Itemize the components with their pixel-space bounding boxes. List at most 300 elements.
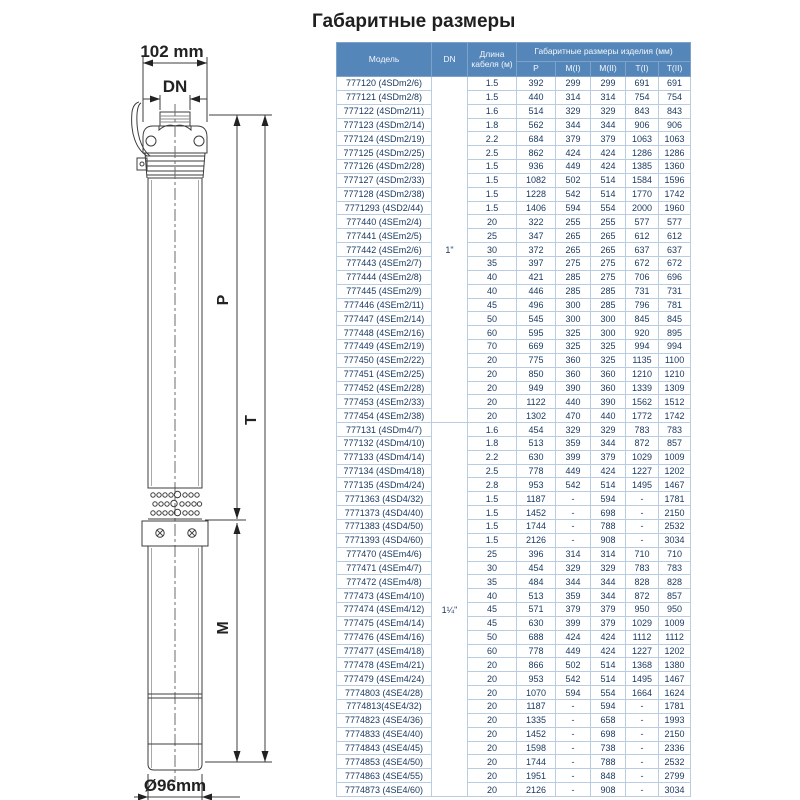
cell-model: 7771383 (4SD4/50) <box>337 520 432 534</box>
dim-102mm-label: 102 mm <box>140 42 204 61</box>
cell-m1: - <box>556 727 591 741</box>
table-row <box>337 187 691 201</box>
cell-cable: 20 <box>468 215 517 229</box>
cell-model: 777478 (4SEm4/21) <box>337 658 432 672</box>
cell-cable: 1.8 <box>468 436 517 450</box>
cell-p: 322 <box>517 215 556 229</box>
cell-t2: 828 <box>659 575 691 589</box>
cell-t1: - <box>626 727 659 741</box>
col-header-t1: T(I) <box>626 62 659 77</box>
cell-t1: 754 <box>626 90 659 104</box>
cell-t1: 706 <box>626 270 659 284</box>
cell-m2: 265 <box>591 243 626 257</box>
eyelet-hole-right <box>194 136 204 146</box>
cell-t2: 696 <box>659 270 691 284</box>
cell-m2: 344 <box>591 436 626 450</box>
table-row <box>337 533 691 547</box>
cell-t1: 1210 <box>626 367 659 381</box>
table-row <box>337 589 691 603</box>
cell-m1: - <box>556 699 591 713</box>
cell-m1: 285 <box>556 284 591 298</box>
cell-t1: 672 <box>626 256 659 270</box>
cell-p: 562 <box>517 118 556 132</box>
cell-p: 454 <box>517 561 556 575</box>
cell-m2: 594 <box>591 492 626 506</box>
cell-t2: 781 <box>659 298 691 312</box>
cell-m1: 329 <box>556 423 591 437</box>
cell-cable: 1.8 <box>468 118 517 132</box>
cell-dn: 1" <box>432 77 468 423</box>
table-row <box>337 630 691 644</box>
cell-t2: 754 <box>659 90 691 104</box>
cell-m1: 542 <box>556 672 591 686</box>
cell-m2: 424 <box>591 630 626 644</box>
cell-m1: 502 <box>556 173 591 187</box>
cell-t2: 2799 <box>659 769 691 783</box>
cell-model: 777446 (4SEm2/11) <box>337 298 432 312</box>
cell-t1: 845 <box>626 312 659 326</box>
col-header-m1: M(I) <box>556 62 591 77</box>
cell-m2: 424 <box>591 146 626 160</box>
cell-m1: 390 <box>556 381 591 395</box>
col-header-p: P <box>517 62 556 77</box>
cell-p: 936 <box>517 160 556 174</box>
cell-model: 777123 (4SDm2/14) <box>337 118 432 132</box>
cell-cable: 2.2 <box>468 450 517 464</box>
table-row <box>337 699 691 713</box>
cell-t1: - <box>626 713 659 727</box>
cell-p: 392 <box>517 77 556 91</box>
cell-t2: 1781 <box>659 699 691 713</box>
cell-m2: 514 <box>591 658 626 672</box>
cell-m2: 344 <box>591 118 626 132</box>
cell-p: 1598 <box>517 741 556 755</box>
cell-t1: 1385 <box>626 160 659 174</box>
cell-cable: 50 <box>468 312 517 326</box>
cell-m2: 275 <box>591 256 626 270</box>
table-row <box>337 547 691 561</box>
table-row <box>337 616 691 630</box>
cell-cable: 45 <box>468 616 517 630</box>
table-row <box>337 298 691 312</box>
cell-p: 513 <box>517 589 556 603</box>
cell-t2: 845 <box>659 312 691 326</box>
cell-t2: 1624 <box>659 686 691 700</box>
cell-m2: 440 <box>591 409 626 423</box>
cell-model: 777479 (4SEm4/24) <box>337 672 432 686</box>
cell-cable: 20 <box>468 367 517 381</box>
cell-p: 1452 <box>517 727 556 741</box>
cell-model: 7771373 (4SD4/40) <box>337 506 432 520</box>
cell-model: 777444 (4SEm2/8) <box>337 270 432 284</box>
cell-t2: 577 <box>659 215 691 229</box>
cell-t2: 2532 <box>659 520 691 534</box>
cell-cable: 20 <box>468 699 517 713</box>
cell-model: 777472 (4SEm4/8) <box>337 575 432 589</box>
cell-model: 777475 (4SEm4/14) <box>337 616 432 630</box>
cell-cable: 20 <box>468 755 517 769</box>
cell-model: 777124 (4SDm2/19) <box>337 132 432 146</box>
cell-t1: 612 <box>626 229 659 243</box>
cell-p: 397 <box>517 256 556 270</box>
cell-p: 1187 <box>517 492 556 506</box>
cell-t2: 691 <box>659 77 691 91</box>
cell-model: 777449 (4SEm2/19) <box>337 340 432 354</box>
cell-m1: 379 <box>556 132 591 146</box>
cell-p: 1070 <box>517 686 556 700</box>
cell-t1: 1227 <box>626 464 659 478</box>
cell-cable: 1.6 <box>468 423 517 437</box>
cell-m2: 514 <box>591 187 626 201</box>
cell-t2: 1742 <box>659 187 691 201</box>
cell-m2: 594 <box>591 699 626 713</box>
cell-model: 7774873 (4SE4/60) <box>337 783 432 797</box>
cell-p: 1187 <box>517 699 556 713</box>
cell-t1: 906 <box>626 118 659 132</box>
cell-model: 7774863 (4SE4/55) <box>337 769 432 783</box>
cell-model: 777454 (4SEm2/38) <box>337 409 432 423</box>
cell-m2: 314 <box>591 90 626 104</box>
cell-m2: 514 <box>591 173 626 187</box>
cell-p: 2126 <box>517 533 556 547</box>
cell-cable: 20 <box>468 381 517 395</box>
cell-t1: 1770 <box>626 187 659 201</box>
cell-t1: 1339 <box>626 381 659 395</box>
cell-cable: 25 <box>468 229 517 243</box>
cell-m2: 424 <box>591 160 626 174</box>
cell-t1: 1227 <box>626 644 659 658</box>
cell-p: 1335 <box>517 713 556 727</box>
table-row <box>337 270 691 284</box>
cell-m2: 788 <box>591 520 626 534</box>
col-header-m2: M(II) <box>591 62 626 77</box>
cell-t2: 1210 <box>659 367 691 381</box>
cell-t2: 994 <box>659 340 691 354</box>
cell-t1: - <box>626 520 659 534</box>
cell-m2: 314 <box>591 547 626 561</box>
intake-holes <box>151 491 202 515</box>
cell-cable: 70 <box>468 340 517 354</box>
table-row <box>337 603 691 617</box>
cell-model: 777445 (4SEm2/9) <box>337 284 432 298</box>
cell-cable: 50 <box>468 630 517 644</box>
cell-m2: 325 <box>591 353 626 367</box>
cell-cable: 20 <box>468 783 517 797</box>
table-row <box>337 741 691 755</box>
cell-m1: 424 <box>556 630 591 644</box>
cell-t1: 1368 <box>626 658 659 672</box>
cell-model: 777471 (4SEm4/7) <box>337 561 432 575</box>
cell-t2: 1009 <box>659 450 691 464</box>
cell-p: 484 <box>517 575 556 589</box>
cell-t1: 710 <box>626 547 659 561</box>
cell-p: 545 <box>517 312 556 326</box>
cell-m1: 344 <box>556 118 591 132</box>
cell-p: 630 <box>517 450 556 464</box>
cell-m1: - <box>556 520 591 534</box>
table-row <box>337 340 691 354</box>
cell-t2: 672 <box>659 256 691 270</box>
cell-cable: 40 <box>468 589 517 603</box>
cell-m1: - <box>556 769 591 783</box>
cell-m2: 360 <box>591 367 626 381</box>
cell-m2: 285 <box>591 284 626 298</box>
table-row <box>337 658 691 672</box>
cell-t2: 2150 <box>659 506 691 520</box>
cell-m2: 325 <box>591 340 626 354</box>
cell-t1: 994 <box>626 340 659 354</box>
cell-t2: 906 <box>659 118 691 132</box>
table-row <box>337 367 691 381</box>
cell-t2: 1596 <box>659 173 691 187</box>
table-row <box>337 160 691 174</box>
pump-dimension-drawing <box>0 0 320 800</box>
dim-96mm-label: Ø96mm <box>143 776 207 795</box>
cell-p: 866 <box>517 658 556 672</box>
cell-t2: 1360 <box>659 160 691 174</box>
cell-m1: - <box>556 741 591 755</box>
cell-cable: 20 <box>468 713 517 727</box>
cell-p: 684 <box>517 132 556 146</box>
cell-m2: 379 <box>591 132 626 146</box>
cell-model: 777132 (4SDm4/10) <box>337 436 432 450</box>
cell-m2: 344 <box>591 589 626 603</box>
cell-cable: 1.5 <box>468 173 517 187</box>
cell-t2: 857 <box>659 589 691 603</box>
cell-p: 1452 <box>517 506 556 520</box>
table-row <box>337 132 691 146</box>
cell-m2: 390 <box>591 395 626 409</box>
table-row <box>337 575 691 589</box>
cell-cable: 45 <box>468 298 517 312</box>
cell-cable: 20 <box>468 353 517 367</box>
cell-model: 777121 (4SDm2/8) <box>337 90 432 104</box>
cell-model: 777453 (4SEm2/33) <box>337 395 432 409</box>
cell-t2: 3034 <box>659 533 691 547</box>
cell-t2: 950 <box>659 603 691 617</box>
cell-cable: 20 <box>468 769 517 783</box>
cell-p: 1228 <box>517 187 556 201</box>
cell-cable: 1.5 <box>468 201 517 215</box>
cell-model: 777126 (4SDm2/28) <box>337 160 432 174</box>
cell-m2: 379 <box>591 616 626 630</box>
cell-p: 1744 <box>517 755 556 769</box>
cell-p: 778 <box>517 644 556 658</box>
cell-t1: 1135 <box>626 353 659 367</box>
cell-m2: 379 <box>591 603 626 617</box>
cell-model: 777451 (4SEm2/25) <box>337 367 432 381</box>
cell-p: 514 <box>517 104 556 118</box>
table-row <box>337 755 691 769</box>
cell-model: 777120 (4SDm2/6) <box>337 77 432 91</box>
cell-m2: 698 <box>591 727 626 741</box>
cell-m1: - <box>556 533 591 547</box>
table-row <box>337 77 691 91</box>
table-row <box>337 520 691 534</box>
table-row <box>337 713 691 727</box>
cell-p: 862 <box>517 146 556 160</box>
cell-m1: 360 <box>556 367 591 381</box>
cell-p: 1951 <box>517 769 556 783</box>
cell-cable: 35 <box>468 575 517 589</box>
cell-m2: 299 <box>591 77 626 91</box>
cell-m1: 359 <box>556 589 591 603</box>
cell-m1: 325 <box>556 340 591 354</box>
table-row <box>337 381 691 395</box>
cell-t1: 872 <box>626 589 659 603</box>
table-row <box>337 783 691 797</box>
cell-p: 688 <box>517 630 556 644</box>
cell-p: 513 <box>517 436 556 450</box>
table-row <box>337 243 691 257</box>
cell-p: 421 <box>517 270 556 284</box>
cell-cable: 1.5 <box>468 77 517 91</box>
cell-p: 1082 <box>517 173 556 187</box>
cell-cable: 20 <box>468 686 517 700</box>
cell-model: 777447 (4SEm2/14) <box>337 312 432 326</box>
table-row <box>337 436 691 450</box>
cell-t2: 710 <box>659 547 691 561</box>
cell-cable: 1.5 <box>468 90 517 104</box>
cell-p: 571 <box>517 603 556 617</box>
cell-cable: 1.5 <box>468 187 517 201</box>
page-title: Габаритные размеры <box>312 11 516 32</box>
cell-model: 777125 (4SDm2/25) <box>337 146 432 160</box>
cell-model: 777476 (4SEm4/16) <box>337 630 432 644</box>
cell-m1: 325 <box>556 326 591 340</box>
cell-cable: 20 <box>468 727 517 741</box>
col-header-t2: T(II) <box>659 62 691 77</box>
cell-m2: 329 <box>591 423 626 437</box>
cell-cable: 40 <box>468 270 517 284</box>
table-row <box>337 118 691 132</box>
cell-t2: 895 <box>659 326 691 340</box>
cell-t2: 1380 <box>659 658 691 672</box>
cell-t1: 637 <box>626 243 659 257</box>
cell-t2: 1512 <box>659 395 691 409</box>
cell-m2: 908 <box>591 533 626 547</box>
cell-p: 496 <box>517 298 556 312</box>
cell-cable: 20 <box>468 672 517 686</box>
cell-m1: 542 <box>556 478 591 492</box>
cell-m2: 379 <box>591 450 626 464</box>
cell-m1: - <box>556 506 591 520</box>
cell-m1: - <box>556 492 591 506</box>
cell-t2: 1467 <box>659 672 691 686</box>
cell-m2: 554 <box>591 201 626 215</box>
cell-model: 7771363 (4SD4/32) <box>337 492 432 506</box>
cell-model: 777128 (4SDm2/38) <box>337 187 432 201</box>
cell-t2: 1286 <box>659 146 691 160</box>
cell-cable: 1.5 <box>468 533 517 547</box>
cell-cable: 1.5 <box>468 506 517 520</box>
table-row <box>337 173 691 187</box>
cell-model: 777477 (4SEm4/18) <box>337 644 432 658</box>
cell-model: 7774813(4SE4/32) <box>337 699 432 713</box>
cell-cable: 60 <box>468 326 517 340</box>
cell-t1: 1029 <box>626 616 659 630</box>
table-row <box>337 450 691 464</box>
table-row <box>337 201 691 215</box>
cell-m2: 514 <box>591 672 626 686</box>
cell-m2: 424 <box>591 464 626 478</box>
cell-model: 7771393 (4SD4/60) <box>337 533 432 547</box>
cell-t2: 1742 <box>659 409 691 423</box>
table-row <box>337 409 691 423</box>
cell-t1: 1029 <box>626 450 659 464</box>
cell-p: 446 <box>517 284 556 298</box>
table-row <box>337 506 691 520</box>
cell-t2: 1100 <box>659 353 691 367</box>
cell-t2: 1009 <box>659 616 691 630</box>
cell-model: 777450 (4SEm2/22) <box>337 353 432 367</box>
table-row <box>337 672 691 686</box>
cell-m2: 514 <box>591 478 626 492</box>
cell-t1: 1664 <box>626 686 659 700</box>
table-row <box>337 423 691 437</box>
cell-t1: 950 <box>626 603 659 617</box>
cell-model: 7774843 (4SE4/45) <box>337 741 432 755</box>
table-row <box>337 561 691 575</box>
cell-t1: 1286 <box>626 146 659 160</box>
cell-cable: 2.2 <box>468 132 517 146</box>
cell-t2: 1309 <box>659 381 691 395</box>
cell-t1: 1063 <box>626 132 659 146</box>
cell-model: 777443 (4SEm2/7) <box>337 256 432 270</box>
cell-model: 7774853 (4SE4/50) <box>337 755 432 769</box>
cell-model: 7774833 (4SE4/40) <box>337 727 432 741</box>
cell-p: 440 <box>517 90 556 104</box>
cell-m1: 344 <box>556 575 591 589</box>
cell-model: 777448 (4SEm2/16) <box>337 326 432 340</box>
table-row <box>337 215 691 229</box>
cell-m1: 470 <box>556 409 591 423</box>
table-row <box>337 284 691 298</box>
cell-cable: 1.6 <box>468 104 517 118</box>
cell-m1: 379 <box>556 603 591 617</box>
cell-cable: 1.5 <box>468 492 517 506</box>
cell-model: 777131 (4SDm4/7) <box>337 423 432 437</box>
cell-t2: 2336 <box>659 741 691 755</box>
cell-t2: 637 <box>659 243 691 257</box>
table-row <box>337 90 691 104</box>
cell-m1: 329 <box>556 561 591 575</box>
cell-m2: 908 <box>591 783 626 797</box>
cell-m1: 449 <box>556 464 591 478</box>
cell-cable: 35 <box>468 256 517 270</box>
cell-m1: 275 <box>556 256 591 270</box>
cell-m1: 594 <box>556 686 591 700</box>
cell-t1: 2000 <box>626 201 659 215</box>
cell-t2: 731 <box>659 284 691 298</box>
cell-m1: 449 <box>556 160 591 174</box>
cell-t2: 1112 <box>659 630 691 644</box>
cell-m2: 848 <box>591 769 626 783</box>
cell-t1: 577 <box>626 215 659 229</box>
cell-t1: - <box>626 699 659 713</box>
dim-p-label: P <box>215 294 232 306</box>
cell-model: 7774823 (4SE4/36) <box>337 713 432 727</box>
cell-p: 1744 <box>517 520 556 534</box>
cell-m1: - <box>556 783 591 797</box>
cell-cable: 40 <box>468 284 517 298</box>
cell-m1: 300 <box>556 312 591 326</box>
cell-m2: 344 <box>591 575 626 589</box>
cell-m1: 424 <box>556 146 591 160</box>
cell-t1: 920 <box>626 326 659 340</box>
cell-model: 777440 (4SEm2/4) <box>337 215 432 229</box>
cell-m1: 314 <box>556 90 591 104</box>
